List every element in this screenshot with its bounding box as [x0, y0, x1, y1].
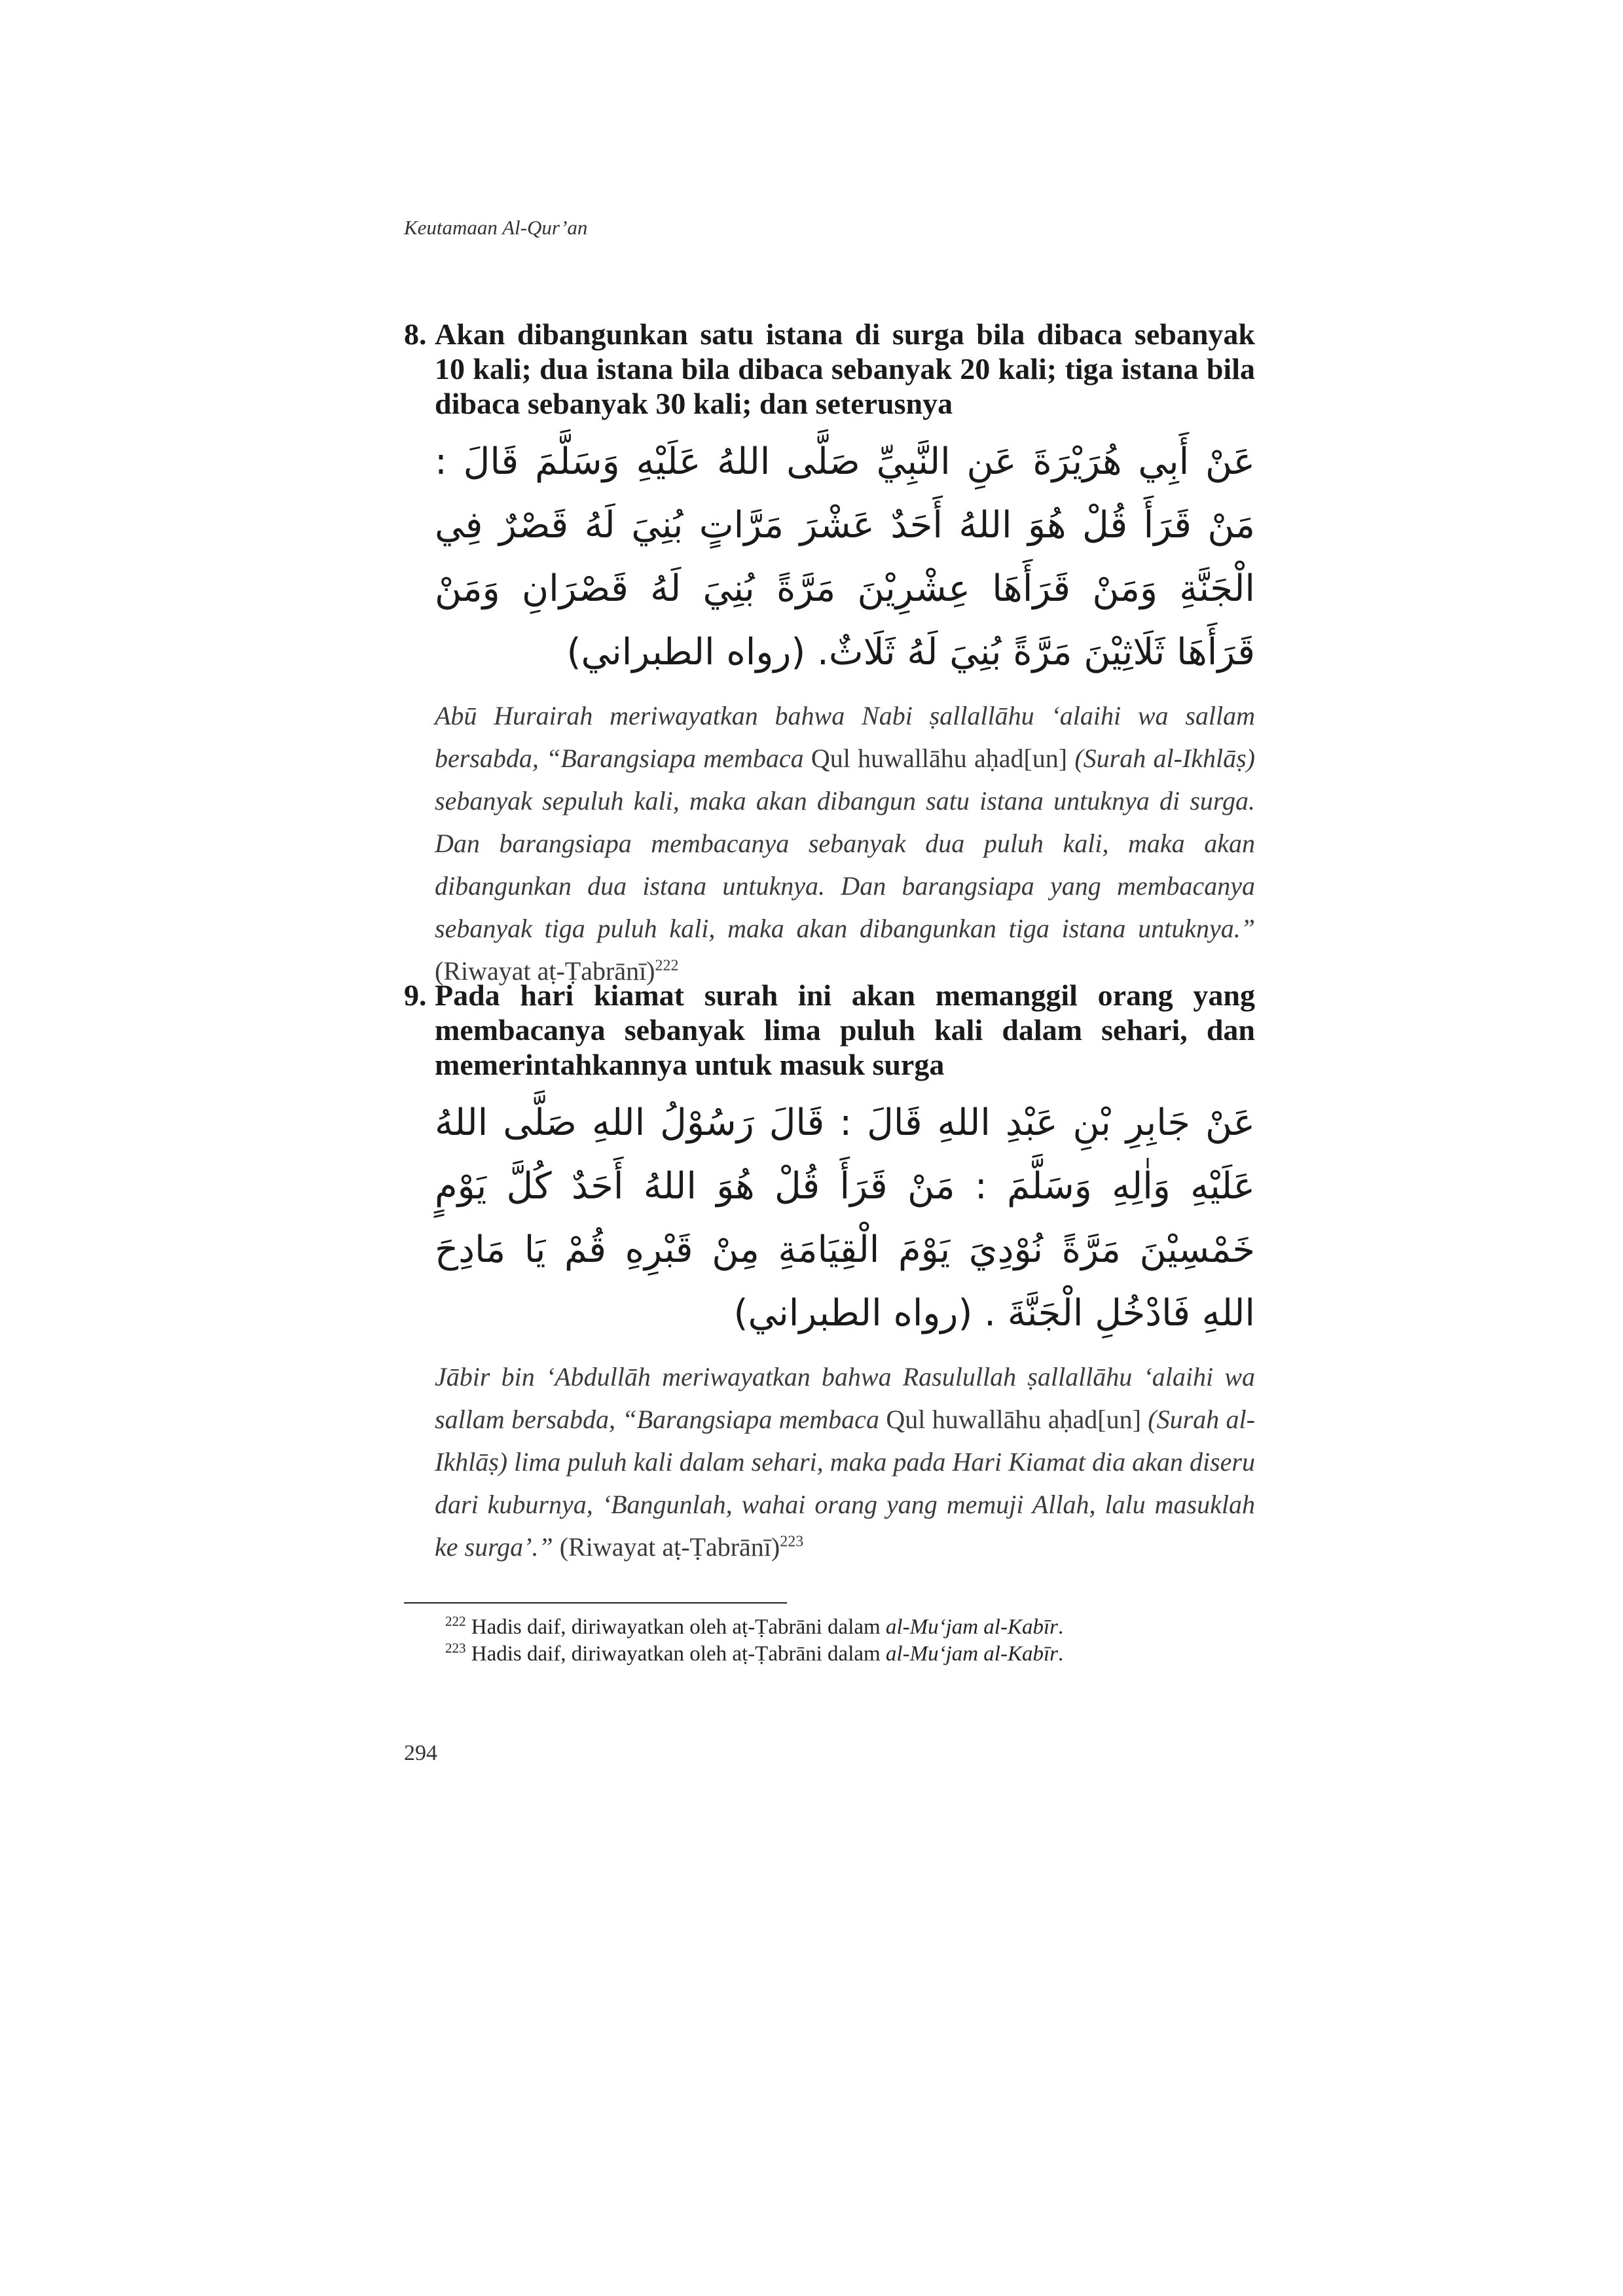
surah-quote: Qul huwallāhu aḥad[un]: [811, 744, 1068, 773]
item-number: 8.: [404, 317, 427, 351]
footnote-work: al-Mu‘jam al-Kabīr: [885, 1642, 1058, 1666]
translation-text: (Surah al-Ikhlāṣ) lima puluh kali dalam sehari, maka pada Hari Kiamat dia akan diseru dari kuburnya, ‘Bangunlah, wahai orang yang memuji Allah, lalu masuklah ke surga’.”: [435, 1405, 1255, 1562]
footnote-end: .: [1058, 1642, 1064, 1666]
item-title: Pada hari kiamat surah ini akan memanggil orang yang membacanya sebanyak lima puluh kali dalam sehari, dan memerintahkannya untuk masuk surga: [435, 978, 1255, 1081]
arabic-hadith: عَنْ أَبِي هُرَيْرَةَ عَنِ النَّبِيِّ صَلَّى اللهُ عَلَيْهِ وَسَلَّمَ قَالَ : مَنْ قَرَأَ قُلْ هُوَ اللهُ أَحَدٌ عَشْرَ مَرَّاتٍ بُنِيَ لَهُ قَصْرٌ فِي الْجَنَّةِ وَمَنْ قَرَأَهَا عِشْرِيْنَ مَرَّةً بُنِيَ لَهُ قَصْرَانِ وَمَنْ قَرَأَهَا ثَلَاثِيْنَ مَرَّةً بُنِيَ لَهُ ثَلَاثٌ. (رواه الطبراني): [435, 440, 1255, 673]
running-header: Keutamaan Al-Qur’an: [404, 216, 588, 239]
footnote-divider: [404, 1602, 787, 1604]
item-heading: [404, 317, 1255, 421]
list-item-8: [404, 317, 1255, 992]
hadith-source: (Riwayat aṭ-Ṭabrānī): [559, 1532, 780, 1562]
item-heading: [404, 978, 1255, 1082]
footnote: [445, 1641, 1063, 1668]
footnotes: [445, 1614, 1063, 1668]
hadith-translation: [435, 694, 1255, 992]
footnote-number: 223: [445, 1640, 466, 1656]
footnote-number: 222: [445, 1613, 466, 1629]
hadith-translation: [435, 1355, 1255, 1568]
arabic-hadith: عَنْ جَابِرِ بْنِ عَبْدِ اللهِ قَالَ : قَالَ رَسُوْلُ اللهِ صَلَّى اللهُ عَلَيْهِ وَاٰلِهِ وَسَلَّمَ : مَنْ قَرَأَ قُلْ هُوَ اللهُ أَحَدٌ كُلَّ يَوْمٍ خَمْسِيْنَ مَرَّةً نُوْدِيَ يَوْمَ الْقِيَامَةِ مِنْ قَبْرِهِ قُمْ يَا مَادِحَ اللهِ فَادْخُلِ الْجَنَّةَ . (رواه الطبراني): [435, 1102, 1255, 1335]
list-item-9: [404, 978, 1255, 1568]
item-number: 9.: [404, 978, 427, 1012]
footnote-ref[interactable]: 222: [655, 957, 679, 975]
surah-quote: Qul huwallāhu aḥad[un]: [886, 1405, 1141, 1434]
footnote: [445, 1614, 1063, 1641]
footnote-ref[interactable]: 223: [780, 1533, 804, 1551]
item-title: Akan dibangunkan satu istana di surga bila dibaca sebanyak 10 kali; dua istana bila dibaca sebanyak 20 kali; tiga istana bila dibaca sebanyak 30 kali; dan seterusnya: [435, 317, 1255, 420]
footnote-text: Hadis daif, diriwayatkan oleh aṭ-Ṭabrāni dalam: [471, 1615, 881, 1639]
translation-text: Abū Hurairah meriwayatkan bahwa Nabi ṣallallāhu ‘alaihi wa sallam bersabda, “Barangsiapa membaca: [435, 701, 1255, 773]
translation-text: (Surah al-Ikhlāṣ) sebanyak sepuluh kali, maka akan dibangun satu istana untuknya di surga. Dan barangsiapa membacanya sebanyak dua puluh kali, maka akan dibangunkan dua istana untuknya. Dan barangsiapa yang membacanya sebanyak tiga puluh kali, maka akan dibangunkan tiga istana untuknya.”: [435, 744, 1255, 943]
page-number: 294: [404, 1741, 437, 1765]
translation-text: Jābir bin ‘Abdullāh meriwayatkan bahwa Rasulullah ṣallallāhu ‘alaihi wa sallam bersabda, “Barangsiapa membaca: [435, 1362, 1255, 1434]
footnote-work: al-Mu‘jam al-Kabīr: [885, 1615, 1058, 1639]
hadith-source: (Riwayat aṭ-Ṭabrānī): [435, 956, 655, 986]
footnote-text: Hadis daif, diriwayatkan oleh aṭ-Ṭabrāni dalam: [471, 1642, 881, 1666]
footnote-end: .: [1058, 1615, 1064, 1639]
